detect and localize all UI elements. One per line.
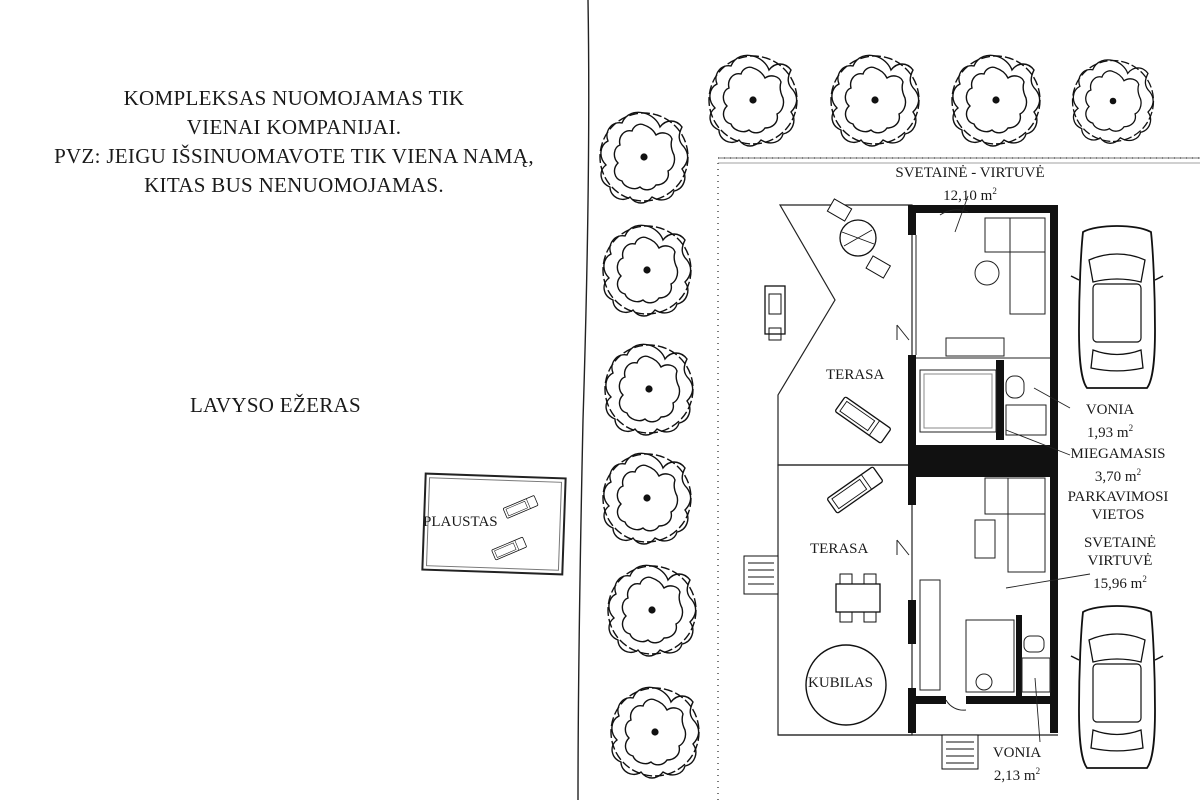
tree-icon <box>952 55 1040 146</box>
room-bedroom <box>1064 445 1172 486</box>
lake-label: LAVYSO EŽERAS <box>190 393 361 417</box>
car-icon <box>1071 606 1163 768</box>
sunbed-icon <box>835 397 891 444</box>
area-unit: 2 <box>1142 574 1147 584</box>
tree-icon <box>611 687 699 778</box>
car-icon <box>1071 226 1163 388</box>
tree-icon <box>603 225 691 316</box>
room-bath-bottom <box>987 744 1047 785</box>
sunbed-icon <box>827 467 883 514</box>
parking-line: VIETOS <box>1091 507 1145 523</box>
room-name: MIEGAMASIS <box>1070 446 1166 462</box>
tree-icon <box>831 55 919 146</box>
tree-icon <box>709 55 797 146</box>
room-area: 2,13 m <box>993 768 1036 784</box>
room-name: VONIA <box>992 745 1042 761</box>
terrace-bottom-label: TERASA <box>810 541 869 557</box>
parking-label <box>1058 488 1178 524</box>
notice-line: PVZ: JEIGU IŠSINUOMAVOTE TIK VIENA NAMĄ, <box>54 144 534 168</box>
notice-line: KOMPLEKSAS NUOMOJAMAS TIK <box>123 86 465 110</box>
room-area: 1,93 m <box>1086 425 1129 441</box>
room-area: 15,96 m <box>1093 576 1143 592</box>
house-2 <box>908 465 1058 733</box>
room-name: SVETAINĖ - VIRTUVĖ <box>895 165 1045 181</box>
area-unit: 2 <box>1128 423 1134 433</box>
house-1 <box>908 205 1058 465</box>
room-living-top <box>895 164 1045 205</box>
room-name: VIRTUVĖ <box>1087 553 1153 569</box>
tub-label: KUBILAS <box>808 675 874 691</box>
rental-notice <box>0 84 588 200</box>
table-icon <box>827 199 890 278</box>
area-unit: 2 <box>1136 467 1142 477</box>
room-bath-top <box>1080 401 1140 442</box>
room-name: SVETAINĖ <box>1083 535 1157 551</box>
room-living-bottom <box>1070 534 1170 593</box>
tree-icon <box>600 112 688 203</box>
tree-icon <box>608 565 696 656</box>
room-area: 3,70 m <box>1094 469 1137 485</box>
room-name: VONIA <box>1085 402 1135 418</box>
tree-icon <box>605 344 693 435</box>
notice-line: VIENAI KOMPANIJAI. <box>186 115 402 139</box>
room-area: 12,10 m <box>943 188 993 204</box>
tree-icon <box>603 453 691 544</box>
table-icon <box>836 574 880 622</box>
tree-icon <box>1073 60 1154 143</box>
area-unit: 2 <box>1035 766 1041 776</box>
area-unit: 2 <box>992 186 997 196</box>
parking-line: PARKAVIMOSI <box>1067 489 1169 505</box>
bbq-grill-icon <box>765 286 785 340</box>
terrace-top-label: TERASA <box>826 367 885 383</box>
notice-line: KITAS BUS NENUOMOJAMAS. <box>144 173 444 197</box>
raft-label: PLAUSTAS <box>423 514 498 530</box>
